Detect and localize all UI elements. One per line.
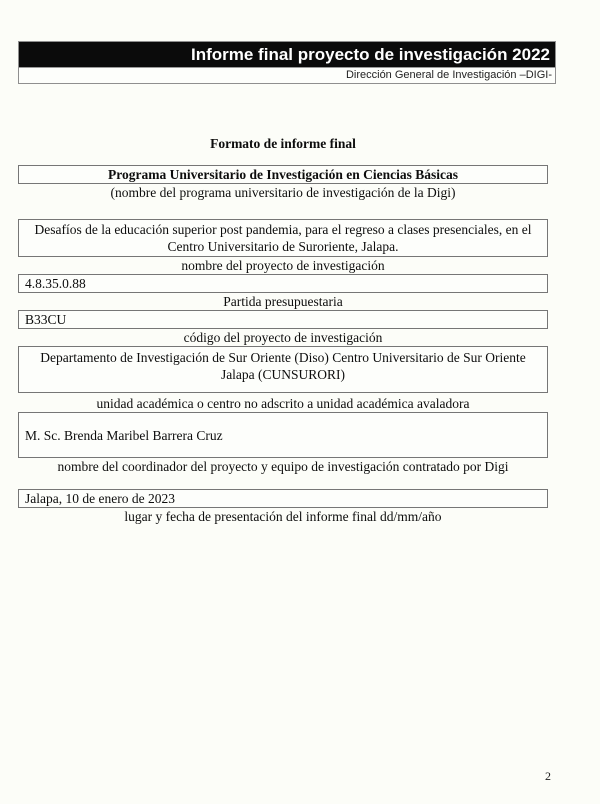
- field-coordinador: [18, 412, 548, 475]
- spacer: [18, 475, 548, 489]
- field-fecha: [18, 489, 548, 525]
- field-box-fecha: Jalapa, 10 de enero de 2023: [18, 489, 548, 508]
- report-subtitle-bar: Dirección General de Investigación –DIGI-: [19, 67, 555, 83]
- field-caption-programa: (nombre del programa universitario de investigación de la Digi): [110, 185, 456, 200]
- form-content: [18, 135, 548, 525]
- document-header: [18, 41, 556, 84]
- field-box-partida: 4.8.35.0.88: [18, 274, 548, 293]
- field-caption-unidad: unidad académica o centro no adscrito a unidad académica avaladora: [96, 396, 470, 411]
- page-number: 2: [545, 769, 551, 783]
- field-proyecto: [18, 219, 548, 274]
- field-box-unidad: Departamento de Investigación de Sur Oriente (Diso) Centro Universitario de Sur Oriente Jalapa (CUNSURORI): [18, 346, 548, 393]
- field-caption-codigo: código del proyecto de investigación: [183, 330, 383, 345]
- field-box-coordinador: M. Sc. Brenda Maribel Barrera Cruz: [18, 412, 548, 458]
- field-box-codigo: B33CU: [18, 310, 548, 329]
- field-unidad: [18, 346, 548, 412]
- spacer: [18, 201, 548, 219]
- form-heading: Formato de informe final: [210, 136, 356, 151]
- field-caption-proyecto: nombre del proyecto de investigación: [181, 258, 385, 273]
- field-programa: [18, 165, 548, 201]
- field-codigo: [18, 310, 548, 346]
- report-title-bar: Informe final proyecto de investigación 2022: [19, 42, 555, 67]
- field-caption-partida: Partida presupuestaria: [223, 294, 343, 309]
- field-partida: [18, 274, 548, 310]
- field-caption-fecha: lugar y fecha de presentación del informe final dd/mm/año: [124, 509, 442, 524]
- field-box-proyecto: Desafíos de la educación superior post pandemia, para el regreso a clases presenciales, en el Centro Universitario de Suroriente, Jalapa.: [18, 219, 548, 257]
- field-caption-coordinador: nombre del coordinador del proyecto y equipo de investigación contratado por Digi: [57, 459, 509, 474]
- field-box-programa: Programa Universitario de Investigación en Ciencias Básicas: [18, 165, 548, 184]
